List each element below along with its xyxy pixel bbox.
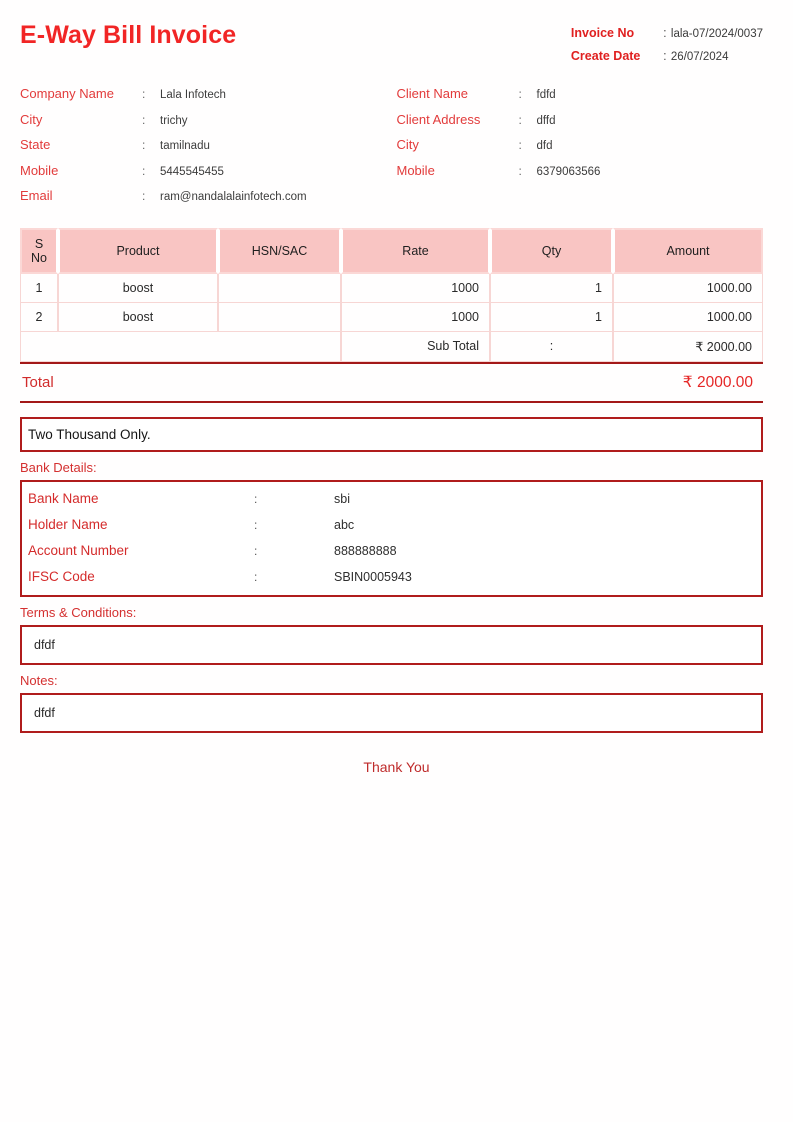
seller-label: State	[20, 137, 51, 152]
page-title: E-Way Bill Invoice	[20, 21, 237, 49]
create-date-label: Create Date	[570, 49, 641, 63]
cell-sno: 2	[20, 303, 58, 332]
seller-label: Email	[20, 188, 53, 203]
cell-amount: 1000.00	[613, 274, 763, 303]
cell-rate: 1000	[341, 303, 490, 332]
client-label: Client Address	[396, 111, 481, 127]
seller-row-mobile	[20, 163, 397, 178]
items-table	[20, 228, 763, 362]
seller-row-city	[20, 112, 397, 127]
amount-in-words-text: Two Thousand Only.	[28, 426, 151, 442]
seller-colon: :	[142, 112, 146, 127]
client-row-mobile	[397, 163, 774, 178]
notes-box	[20, 693, 763, 733]
terms-heading: Terms & Conditions:	[20, 604, 137, 620]
bank-colon: :	[254, 569, 258, 584]
seller-row-email	[20, 188, 397, 203]
terms-box	[20, 625, 763, 665]
seller-value: tamilnadu	[160, 140, 210, 152]
cell-qty: 1	[490, 303, 613, 332]
bank-label: Holder Name	[28, 516, 108, 532]
client-value: fdfd	[536, 89, 556, 101]
bank-value: SBIN0005943	[334, 569, 412, 584]
table-row	[20, 274, 763, 303]
client-label: City	[396, 137, 419, 152]
seller-colon: :	[142, 189, 146, 203]
invoice-meta	[571, 26, 763, 72]
invoice-number-row	[571, 26, 763, 40]
seller-value: trichy	[160, 114, 188, 127]
create-date-row	[571, 49, 763, 63]
grand-total-value: ₹ 2000.00	[682, 373, 753, 391]
cell-product: boost	[58, 274, 218, 303]
bank-row-holder-name	[28, 517, 759, 532]
bank-row-account-number	[28, 543, 759, 558]
client-row-city	[397, 137, 774, 152]
cell-qty: 1	[490, 274, 613, 303]
seller-details	[20, 86, 397, 214]
sub-total-label: Sub Total	[341, 332, 490, 362]
bank-value: abc	[334, 517, 355, 532]
bank-row-bank-name	[28, 491, 759, 506]
grand-total-row	[20, 362, 763, 403]
column-header-sno: S No	[20, 228, 58, 274]
bank-label: Account Number	[28, 542, 129, 558]
sub-total-row	[20, 332, 763, 362]
notes-heading: Notes:	[20, 672, 58, 688]
seller-value: ram@nandalalainfotech.com	[160, 191, 307, 203]
seller-colon: :	[142, 163, 146, 178]
cell-rate: 1000	[341, 274, 490, 303]
client-details	[397, 86, 774, 214]
sub-total-value: ₹ 2000.00	[613, 332, 763, 362]
client-row-name	[397, 86, 774, 101]
seller-label: Company Name	[20, 86, 114, 101]
bank-colon: :	[254, 491, 258, 506]
create-date-value: 26/07/2024	[670, 51, 729, 63]
invoice-number-label: Invoice No	[570, 26, 635, 40]
seller-colon: :	[142, 138, 146, 152]
cell-product: boost	[58, 303, 218, 332]
client-colon: :	[518, 112, 522, 127]
client-value: 6379063566	[536, 165, 601, 178]
cell-amount: 1000.00	[613, 303, 763, 332]
table-row	[20, 303, 763, 332]
seller-colon: :	[142, 87, 146, 101]
bank-colon: :	[254, 543, 258, 558]
bank-row-ifsc-code	[28, 569, 759, 584]
bank-label: IFSC Code	[28, 568, 95, 584]
invoice-header	[0, 0, 793, 72]
seller-value: Lala Infotech	[160, 89, 226, 101]
column-header-hsn-sac: HSN/SAC	[218, 228, 341, 274]
seller-value: 5445545455	[160, 165, 224, 178]
bank-value: sbi	[334, 491, 350, 506]
client-value: dfd	[536, 140, 553, 152]
client-value: dffd	[536, 114, 556, 127]
party-details	[0, 72, 793, 214]
grand-total-label: Total	[22, 373, 54, 391]
cell-hsn-sac	[218, 303, 341, 332]
column-header-product: Product	[58, 228, 218, 274]
client-row-address	[397, 112, 774, 127]
seller-row-state	[20, 137, 397, 152]
invoice-number-value: lala-07/2024/0037	[670, 28, 763, 40]
client-label: Mobile	[396, 162, 435, 178]
seller-label: City	[20, 111, 43, 127]
client-colon: :	[518, 138, 522, 152]
bank-colon: :	[254, 517, 258, 532]
items-table-wrapper	[0, 214, 793, 362]
client-label: Client Name	[396, 86, 469, 101]
sub-total-colon: :	[490, 332, 613, 362]
create-date-colon: :	[663, 49, 667, 63]
cell-hsn-sac	[218, 274, 341, 303]
seller-row-company-name	[20, 86, 397, 101]
cell-sno: 1	[20, 274, 58, 303]
invoice-number-colon: :	[663, 26, 667, 40]
client-colon: :	[518, 163, 522, 178]
bank-details-box	[20, 480, 763, 597]
column-header-rate: Rate	[341, 228, 490, 274]
bank-details-heading: Bank Details:	[20, 459, 97, 475]
bank-value: 888888888	[334, 543, 397, 558]
column-header-qty: Qty	[490, 228, 613, 274]
amount-in-words-box	[20, 417, 763, 452]
terms-text: dfdf	[34, 637, 55, 652]
items-table-header-row	[20, 228, 763, 274]
bank-label: Bank Name	[28, 490, 99, 506]
seller-label: Mobile	[20, 162, 59, 178]
client-colon: :	[518, 87, 522, 101]
column-header-amount: Amount	[613, 228, 763, 274]
notes-text: dfdf	[34, 705, 55, 720]
thank-you-text: Thank You	[363, 758, 430, 775]
